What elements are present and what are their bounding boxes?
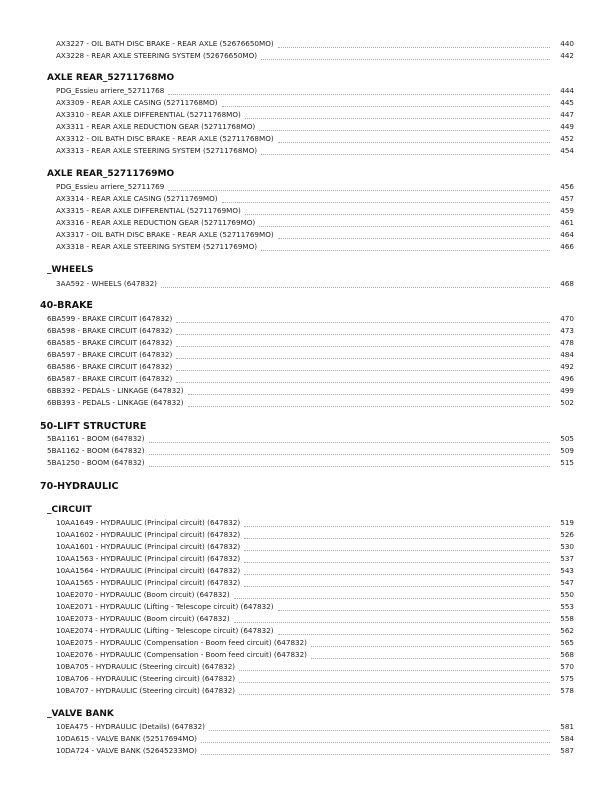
- toc-entry[interactable]: [0, 349, 574, 360]
- dot-leader: [188, 387, 550, 395]
- dot-leader: [176, 351, 550, 359]
- toc-entry-page: 449: [560, 122, 574, 131]
- toc-entry-title: 6BA598 - BRAKE CIRCUIT (647832): [47, 326, 173, 335]
- toc-entry-title: 10AE2074 - HYDRAULIC (Lifting - Telescope circuit) (647832): [56, 626, 274, 635]
- toc-entry-page: 519: [560, 518, 574, 527]
- toc-entry-title: 10AE2073 - HYDRAULIC (Boom circuit) (647832): [56, 614, 230, 623]
- toc-entry[interactable]: [0, 205, 574, 216]
- toc-entry[interactable]: [0, 529, 574, 540]
- dot-leader: [234, 591, 550, 599]
- dot-leader: [245, 207, 550, 215]
- dot-leader: [149, 435, 550, 443]
- section-heading: _VALVE BANK: [47, 709, 114, 719]
- toc-entry[interactable]: [0, 673, 574, 684]
- dot-leader: [311, 651, 550, 659]
- dot-leader: [278, 627, 550, 635]
- toc-entry-title: 10AA1602 - HYDRAULIC (Principal circuit) (647832): [56, 530, 241, 539]
- toc-entry-page: 484: [560, 350, 574, 359]
- toc-entry-title: 10EA475 - HYDRAULIC (Details) (647832): [56, 722, 205, 731]
- toc-entry[interactable]: [0, 685, 574, 696]
- toc-entry-title: 6BB392 - PEDALS - LINKAGE (647832): [47, 386, 184, 395]
- toc-entry-title: 5BA1161 - BOOM (647832): [47, 434, 145, 443]
- toc-entry-title: 10AE2076 - HYDRAULIC (Compensation - Boom feed circuit) (647832): [56, 650, 307, 659]
- toc-entry-title: 3AA592 - WHEELS (647832): [56, 279, 157, 288]
- toc-entry-title: PDG_Essieu arriere_52711769: [56, 182, 165, 191]
- toc-entry-page: 478: [560, 338, 574, 347]
- toc-entry-page: 442: [560, 51, 574, 60]
- toc-entry[interactable]: [0, 337, 574, 348]
- dot-leader: [259, 123, 550, 131]
- toc-entry-page: 468: [560, 279, 574, 288]
- toc-entry-title: 5BA1250 - BOOM (647832): [47, 458, 145, 467]
- toc-entry[interactable]: [0, 361, 574, 372]
- section-heading: AXLE REAR_52711769MO: [47, 169, 175, 179]
- toc-entry[interactable]: [0, 445, 574, 456]
- dot-leader: [244, 531, 550, 539]
- dot-leader: [188, 399, 550, 407]
- toc-entry[interactable]: [0, 613, 574, 624]
- toc-entry-title: AX3313 - REAR AXLE STEERING SYSTEM (52711768MO): [56, 146, 258, 155]
- dot-leader: [244, 519, 550, 527]
- toc-entry[interactable]: [0, 637, 574, 648]
- dot-leader: [239, 675, 550, 683]
- toc-entry[interactable]: [0, 85, 574, 96]
- dot-leader: [222, 99, 550, 107]
- toc-entry-page: 445: [560, 98, 574, 107]
- toc-entry[interactable]: [0, 577, 574, 588]
- toc-entry-title: AX3310 - REAR AXLE DIFFERENTIAL (52711768MO): [56, 110, 241, 119]
- toc-entry-title: 6BA599 - BRAKE CIRCUIT (647832): [47, 314, 173, 323]
- toc-entry[interactable]: [0, 553, 574, 564]
- section-heading: _CIRCUIT: [47, 505, 92, 515]
- toc-entry-page: 470: [560, 314, 574, 323]
- chapter-heading: 70-HYDRAULIC: [40, 481, 119, 492]
- toc-entry-page: 456: [560, 182, 574, 191]
- toc-entry[interactable]: [0, 313, 574, 324]
- dot-leader: [168, 87, 550, 95]
- toc-entry[interactable]: [0, 181, 574, 192]
- dot-leader: [239, 687, 550, 695]
- toc-entry[interactable]: [0, 397, 574, 408]
- toc-entry-title: 6BA597 - BRAKE CIRCUIT (647832): [47, 350, 173, 359]
- toc-entry[interactable]: [0, 217, 574, 228]
- toc-entry-page: 440: [560, 39, 574, 48]
- toc-entry-page: 587: [560, 746, 574, 755]
- dot-leader: [261, 52, 550, 60]
- dot-leader: [278, 231, 550, 239]
- toc-entry-page: 570: [560, 662, 574, 671]
- toc-entry[interactable]: [0, 193, 574, 204]
- toc-entry[interactable]: [0, 541, 574, 552]
- toc-entry-title: 10BA706 - HYDRAULIC (Steering circuit) (647832): [56, 674, 236, 683]
- toc-entry-page: 553: [560, 602, 574, 611]
- toc-entry-title: 6BA587 - BRAKE CIRCUIT (647832): [47, 374, 173, 383]
- toc-entry-page: 578: [560, 686, 574, 695]
- toc-entry-title: AX3311 - REAR AXLE REDUCTION GEAR (52711768MO): [56, 122, 256, 131]
- toc-entry-page: 464: [560, 230, 574, 239]
- toc-entry-page: 444: [560, 86, 574, 95]
- dot-leader: [244, 579, 550, 587]
- toc-entry[interactable]: [0, 457, 574, 468]
- toc-entry[interactable]: [0, 601, 574, 612]
- dot-leader: [201, 735, 550, 743]
- dot-leader: [176, 363, 550, 371]
- toc-entry-title: 10AA1565 - HYDRAULIC (Principal circuit) (647832): [56, 578, 241, 587]
- toc-entry[interactable]: [0, 649, 574, 660]
- toc-entry[interactable]: [0, 97, 574, 108]
- toc-entry[interactable]: [0, 517, 574, 528]
- toc-entry[interactable]: [0, 373, 574, 384]
- toc-entry-title: 10AA1601 - HYDRAULIC (Principal circuit) (647832): [56, 542, 241, 551]
- toc-entry-title: 10AE2071 - HYDRAULIC (Lifting - Telescope circuit) (647832): [56, 602, 274, 611]
- dot-leader: [259, 219, 550, 227]
- dot-leader: [239, 663, 550, 671]
- dot-leader: [261, 147, 550, 155]
- toc-entry[interactable]: [0, 625, 574, 636]
- toc-entry-page: 505: [560, 434, 574, 443]
- toc-entry[interactable]: [0, 133, 574, 144]
- dot-leader: [149, 447, 550, 455]
- toc-entry[interactable]: [0, 733, 574, 744]
- section-heading: AXLE REAR_52711768MO: [47, 73, 175, 83]
- toc-entry-page: 509: [560, 446, 574, 455]
- toc-entry-title: AX3228 - REAR AXLE STEERING SYSTEM (52676650MO): [56, 51, 258, 60]
- toc-entry-title: 10BA705 - HYDRAULIC (Steering circuit) (647832): [56, 662, 236, 671]
- toc-entry-title: AX3316 - REAR AXLE REDUCTION GEAR (52711769MO): [56, 218, 256, 227]
- toc-entry-page: 499: [560, 386, 574, 395]
- dot-leader: [311, 639, 550, 647]
- toc-entry[interactable]: [0, 589, 574, 600]
- toc-entry[interactable]: [0, 229, 574, 240]
- toc-entry-page: 568: [560, 650, 574, 659]
- dot-leader: [149, 459, 550, 467]
- toc-entry-page: 537: [560, 554, 574, 563]
- toc-entry[interactable]: [0, 50, 574, 61]
- dot-leader: [176, 339, 550, 347]
- toc-entry-page: 447: [560, 110, 574, 119]
- dot-leader: [278, 603, 550, 611]
- chapter-heading: 50-LIFT STRUCTURE: [40, 421, 147, 432]
- dot-leader: [176, 327, 550, 335]
- toc-entry-page: 452: [560, 134, 574, 143]
- toc-entry-title: AX3227 - OIL BATH DISC BRAKE - REAR AXLE (52676650MO): [56, 39, 274, 48]
- toc-entry-page: 496: [560, 374, 574, 383]
- dot-leader: [244, 555, 550, 563]
- toc-entry-title: 10DA615 - VALVE BANK (52517694MO): [56, 734, 197, 743]
- toc-entry-page: 526: [560, 530, 574, 539]
- toc-entry-title: AX3317 - OIL BATH DISC BRAKE - REAR AXLE (52711769MO): [56, 230, 274, 239]
- toc-entry[interactable]: [0, 325, 574, 336]
- toc-entry-page: 459: [560, 206, 574, 215]
- dot-leader: [234, 615, 550, 623]
- toc-entry-page: 461: [560, 218, 574, 227]
- toc-entry[interactable]: [0, 38, 574, 49]
- toc-entry-title: AX3312 - OIL BATH DISC BRAKE - REAR AXLE (52711768MO): [56, 134, 274, 143]
- toc-entry-title: PDG_Essieu arriere_52711768: [56, 86, 165, 95]
- toc-entry[interactable]: [0, 565, 574, 576]
- toc-entry-page: 466: [560, 242, 574, 251]
- toc-entry[interactable]: [0, 121, 574, 132]
- dot-leader: [245, 111, 550, 119]
- toc-entry-title: 10AA1563 - HYDRAULIC (Principal circuit) (647832): [56, 554, 241, 563]
- toc-entry-page: 584: [560, 734, 574, 743]
- toc-entry-title: 5BA1162 - BOOM (647832): [47, 446, 145, 455]
- toc-entry-title: 10AE2070 - HYDRAULIC (Boom circuit) (647832): [56, 590, 230, 599]
- toc-entry[interactable]: [0, 385, 574, 396]
- dot-leader: [176, 315, 550, 323]
- toc-entry[interactable]: [0, 241, 574, 252]
- toc-entry[interactable]: [0, 721, 574, 732]
- toc-entry-title: 10BA707 - HYDRAULIC (Steering circuit) (647832): [56, 686, 236, 695]
- toc-entry[interactable]: [0, 433, 574, 444]
- dot-leader: [176, 375, 550, 383]
- dot-leader: [244, 567, 550, 575]
- toc-entry-page: 543: [560, 566, 574, 575]
- toc-entry-page: 457: [560, 194, 574, 203]
- toc-entry-page: 515: [560, 458, 574, 467]
- toc-entry-title: 10AA1564 - HYDRAULIC (Principal circuit) (647832): [56, 566, 241, 575]
- dot-leader: [209, 723, 550, 731]
- toc-entry[interactable]: [0, 661, 574, 672]
- toc-entry-page: 565: [560, 638, 574, 647]
- dot-leader: [201, 747, 550, 755]
- section-heading: _WHEELS: [47, 265, 94, 275]
- dot-leader: [161, 280, 550, 288]
- toc-entry-page: 492: [560, 362, 574, 371]
- toc-entry-title: AX3314 - REAR AXLE CASING (52711769MO): [56, 194, 218, 203]
- toc-entry-page: 562: [560, 626, 574, 635]
- toc-entry-page: 558: [560, 614, 574, 623]
- dot-leader: [278, 135, 550, 143]
- toc-entry-title: AX3309 - REAR AXLE CASING (52711768MO): [56, 98, 218, 107]
- toc-entry-page: 581: [560, 722, 574, 731]
- dot-leader: [278, 40, 550, 48]
- toc-entry-title: 6BB393 - PEDALS - LINKAGE (647832): [47, 398, 184, 407]
- toc-entry-page: 502: [560, 398, 574, 407]
- dot-leader: [168, 183, 550, 191]
- toc-entry-title: AX3318 - REAR AXLE STEERING SYSTEM (52711769MO): [56, 242, 258, 251]
- toc-entry-title: 6BA586 - BRAKE CIRCUIT (647832): [47, 362, 173, 371]
- dot-leader: [222, 195, 550, 203]
- toc-entry[interactable]: [0, 745, 574, 756]
- toc-entry[interactable]: [0, 109, 574, 120]
- toc-entry-page: 547: [560, 578, 574, 587]
- toc-entry[interactable]: [0, 145, 574, 156]
- toc-entry-title: 10DA724 - VALVE BANK (52645233MO): [56, 746, 197, 755]
- toc-entry-page: 575: [560, 674, 574, 683]
- toc-entry-page: 473: [560, 326, 574, 335]
- toc-entry-title: 6BA585 - BRAKE CIRCUIT (647832): [47, 338, 173, 347]
- toc-entry-title: 10AE2075 - HYDRAULIC (Compensation - Boom feed circuit) (647832): [56, 638, 307, 647]
- toc-entry-page: 530: [560, 542, 574, 551]
- dot-leader: [244, 543, 550, 551]
- toc-entry-page: 550: [560, 590, 574, 599]
- chapter-heading: 40-BRAKE: [40, 300, 93, 311]
- dot-leader: [261, 243, 550, 251]
- toc-entry-title: AX3315 - REAR AXLE DIFFERENTIAL (52711769MO): [56, 206, 241, 215]
- toc-entry-page: 454: [560, 146, 574, 155]
- toc-entry-title: 10AA1649 - HYDRAULIC (Principal circuit) (647832): [56, 518, 241, 527]
- toc-entry[interactable]: [0, 278, 574, 289]
